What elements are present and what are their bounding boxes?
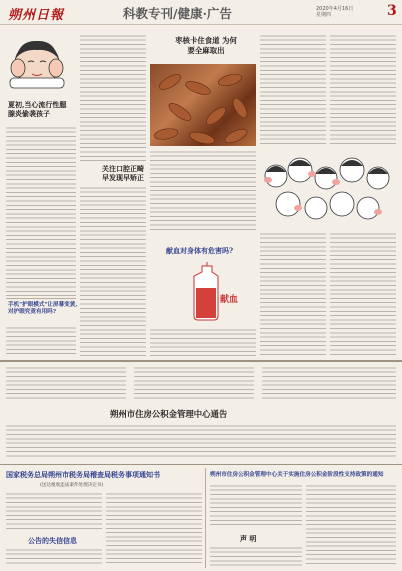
newspaper-logo: 朔州日報: [8, 8, 65, 23]
blood-bag-icon: [160, 262, 254, 324]
children-cartoon-icon: [258, 150, 396, 228]
lost-notice-body: [6, 548, 102, 566]
mumps-crowd-cartoon: [258, 150, 396, 228]
article-title-jujube: 枣核卡住食道 为何要全麻取出: [175, 36, 237, 55]
article-title-orthodontics: 关注口腔正畸 早发现早矫正: [102, 164, 144, 182]
article-body-mumps: [6, 126, 76, 296]
policy-notice-body-right: [306, 484, 396, 566]
article-body-col5-top: [330, 34, 396, 144]
tax-notice-body-right: [106, 492, 202, 566]
blood-donation-caption: 献血: [220, 295, 239, 305]
page-number: 3: [387, 3, 397, 19]
article-body-col5-bottom: [330, 232, 396, 356]
jujube-photo: [150, 64, 256, 146]
child-with-swollen-cheek-icon: [6, 34, 68, 92]
masthead: [0, 0, 402, 24]
notice-body-top-left: [6, 366, 126, 402]
blood-donation-illustration: [160, 262, 254, 324]
issue-date: [316, 6, 353, 18]
article-body-eye-mode: [6, 326, 76, 356]
article-body-col2-top: [80, 34, 146, 162]
article-body-col4-top: [260, 34, 326, 144]
article-body-col4-bottom: [260, 232, 326, 356]
mumps-illustration: [6, 34, 68, 92]
policy-notice-title: 朔州市住房公积金管理中心关于实施住房公积金阶段性支持政策的通知: [210, 472, 384, 478]
tax-notice-subtitle: (送达税收违法案件处理决定书): [40, 483, 104, 488]
tax-notice-body-left: [6, 492, 102, 532]
lost-notice-title: 公告的失信信息: [28, 536, 77, 545]
policy-notice-body-left: [210, 484, 302, 526]
section-divider-2: [0, 464, 402, 465]
statement-title: 声 明: [240, 534, 257, 543]
vertical-divider: [205, 468, 206, 568]
article-title-blood-donation: 献血对身体有危害吗?: [166, 246, 234, 255]
article-title-eye-mode: 手机"护眼模式"让屏幕变黄,对护眼究竟有用吗?: [8, 302, 78, 316]
housing-fund-notice-body: [6, 424, 396, 460]
notice-body-top-mid: [134, 366, 254, 402]
article-body-orthodontics: [80, 186, 146, 356]
divider: [6, 298, 76, 299]
masthead-rule: [0, 24, 402, 25]
notice-body-top-right: [262, 366, 396, 402]
housing-fund-notice-title: 朔州市住房公积金管理中心通告: [110, 409, 228, 419]
tax-notice-title: 国家税务总局朔州市税务局稽查局税务事项通知书: [6, 470, 160, 479]
section-divider: [0, 360, 402, 362]
statement-body: [210, 546, 302, 566]
article-body-blood-col3: [150, 328, 256, 356]
article-body-jujube: [150, 150, 256, 232]
weekday-text: 星期四: [316, 12, 332, 18]
date-text: 2020年4月16日: [316, 6, 354, 12]
jujube-pile-icon: [150, 64, 256, 146]
article-title-mumps: 夏初,当心流行性腮腺炎偷袭孩子: [8, 100, 67, 118]
section-title: 科教专刊/健康·广告: [123, 6, 232, 21]
